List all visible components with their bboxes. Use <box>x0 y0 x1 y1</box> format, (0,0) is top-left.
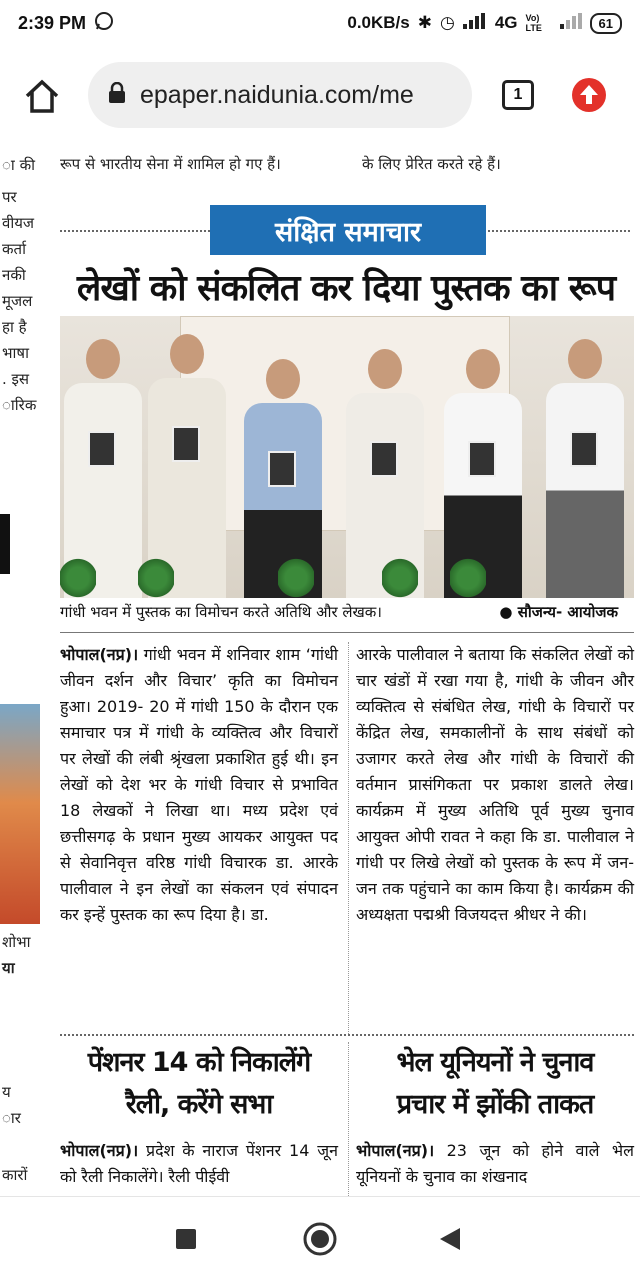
left-fragment: ार <box>2 1109 21 1127</box>
article-body: 23 जून को होने वाले भेल यूनियनों के चुनाव का शंखनाद <box>356 1141 634 1186</box>
photo-person <box>546 339 624 598</box>
network-speed: 0.0KB/s <box>347 13 410 32</box>
section-banner: संक्षित समाचार <box>210 205 486 255</box>
story-body <box>356 1138 634 1190</box>
story-headline <box>356 1042 634 1126</box>
url-text: epaper.naidunia.com/mе <box>140 80 414 109</box>
left-column-fragment <box>0 144 40 1196</box>
left-fragment: य <box>2 1083 11 1101</box>
browser-toolbar <box>0 54 640 138</box>
recents-square-icon[interactable] <box>164 1217 208 1261</box>
prev-article-line: के लिए प्रेरित करते रहे हैं। <box>362 155 501 173</box>
photo-credit: ● सौजन्य- आयोजक <box>499 603 618 621</box>
column-divider <box>348 642 349 1034</box>
dateline: भोपाल(नप्र)। <box>60 645 139 664</box>
bluetooth-icon: ✱ <box>417 13 432 32</box>
left-fragment: हा है <box>2 318 27 336</box>
article-body: आरके पालीवाल ने बताया कि संकलित लेखों को चार खंडों में रखा गया है, गांधी के जीवन और व्यक्तित्व से संबंधित लेख, गांधी के विचारों पर केंद्रित लेख, समकालीनों के साथ संबंधों को उजागर करते लेख और गांधी के विचारों की वर्तमान प्रासंगिकता पर प्रकाश डालते लेख। कार्यक्रम में मुख्य अतिथि पूर्व मुख्य चुनाव आयुक्त ओपी रावत ने कहा कि डा. पालीवाल ने गांधी पर लिखे लेखों को पुस्तक के रूप में जन-जन तक पहुंचाने का काम किया है। कार्यक्रम की अध्यक्षता पद्मश्री विजयदत्त श्रीधर ने की। <box>356 645 634 924</box>
left-fragment: या <box>2 959 15 977</box>
lock-icon <box>108 82 126 109</box>
tab-switcher-icon[interactable]: 1 <box>502 80 534 110</box>
headline-line: प्रचार में झोंकी ताकत <box>396 1089 594 1120</box>
headline-line: रैली, करेंगे सभा <box>125 1089 273 1120</box>
left-fragment: शोभा <box>2 933 31 951</box>
left-fragment: भाषा <box>2 344 29 362</box>
dateline: भोपाल(नप्र)। <box>60 1141 139 1160</box>
story-headline <box>60 1042 338 1126</box>
article-column-1 <box>60 642 338 928</box>
photo-plant <box>278 558 314 598</box>
left-fragment: ारिक <box>2 396 37 414</box>
system-nav-bar <box>0 1196 640 1280</box>
article-headline: लेखों को संकलित कर दिया पुस्तक का रूप <box>76 268 616 309</box>
update-icon[interactable] <box>570 76 608 114</box>
story-divider <box>60 1034 634 1036</box>
photo-plant <box>60 558 96 598</box>
epaper-page[interactable] <box>0 144 640 1196</box>
article-photo <box>60 316 634 598</box>
headline-line: पेंशनर 14 को निकालेंगे <box>87 1047 311 1078</box>
back-triangle-icon[interactable] <box>428 1217 472 1261</box>
whatsapp-icon <box>94 11 114 36</box>
article-body: गांधी भवन में शनिवार शाम ‘गांधी जीवन दर्शन और विचार’ कृति का विमोचन हुआ। 2019- 20 में गांधी 150 के दौरान एक समाचार पत्र में गांधी के व्यक्तित्व और विचारों पर लेखों की लंबी श्रृंखला प्रकाशित हुई थी। इन लेखों को देश भर के गांधी विचार से प्रभावित 18 लेखकों ने लिखा था। मध्य प्रदेश एवं छत्तीसगढ़ के प्रधान मुख्य आयकर आयुक्त पद से सेवानिवृत्त वरिष्ठ गांधी विचारक डा. आरके पालीवाल ने इन लेखों का संकलन एवं संपादन कर इन्हें पुस्तक का रूप दिया है। डा. <box>60 645 338 924</box>
article-column-2 <box>356 642 634 928</box>
dateline: भोपाल(नप्र)। <box>356 1141 435 1160</box>
left-fragment: मूजल <box>2 292 33 310</box>
home-circle-icon[interactable] <box>298 1217 342 1261</box>
battery-icon: 61 <box>590 13 622 34</box>
left-fragment: ा की <box>2 156 35 174</box>
photo-plant <box>138 558 174 598</box>
left-fragment: वीयज <box>2 214 35 232</box>
signal-icon <box>463 13 487 34</box>
left-fragment: कारों <box>2 1166 28 1184</box>
clock: 2:39 PM <box>18 12 87 33</box>
photo-plant <box>450 558 486 598</box>
column-divider <box>348 1042 349 1196</box>
caption-rule <box>60 632 634 633</box>
network-type: 4G <box>494 13 518 32</box>
status-bar <box>0 0 640 46</box>
left-fragment: . इस <box>2 370 30 388</box>
headline-line: भेल यूनियनों ने चुनाव <box>396 1047 594 1078</box>
left-fragment: पर <box>2 188 17 206</box>
story-body <box>60 1138 338 1190</box>
caption-text: गांधी भवन में पुस्तक का विमोचन करते अतिथि और लेखक। <box>60 603 382 621</box>
left-photo-fragment <box>0 704 40 924</box>
signal-icon-2 <box>560 13 582 34</box>
alarm-icon: ◷ <box>440 13 455 32</box>
prev-article-line: रूप से भारतीय सेना में शामिल हो गए हैं। <box>60 155 281 173</box>
left-fragment: कर्ता <box>2 240 26 258</box>
article-body: प्रदेश के नाराज पेंशनर 14 जून को रैली निकालेंगे। रैली पीईवी <box>60 1141 338 1186</box>
photo-caption <box>60 602 632 622</box>
address-bar[interactable] <box>88 62 472 128</box>
home-icon[interactable] <box>18 72 66 120</box>
photo-plant <box>382 558 418 598</box>
volte-badge: Vo) LTE <box>525 13 542 33</box>
left-fragment: नकी <box>2 266 26 284</box>
left-bar-graphic <box>0 514 10 574</box>
